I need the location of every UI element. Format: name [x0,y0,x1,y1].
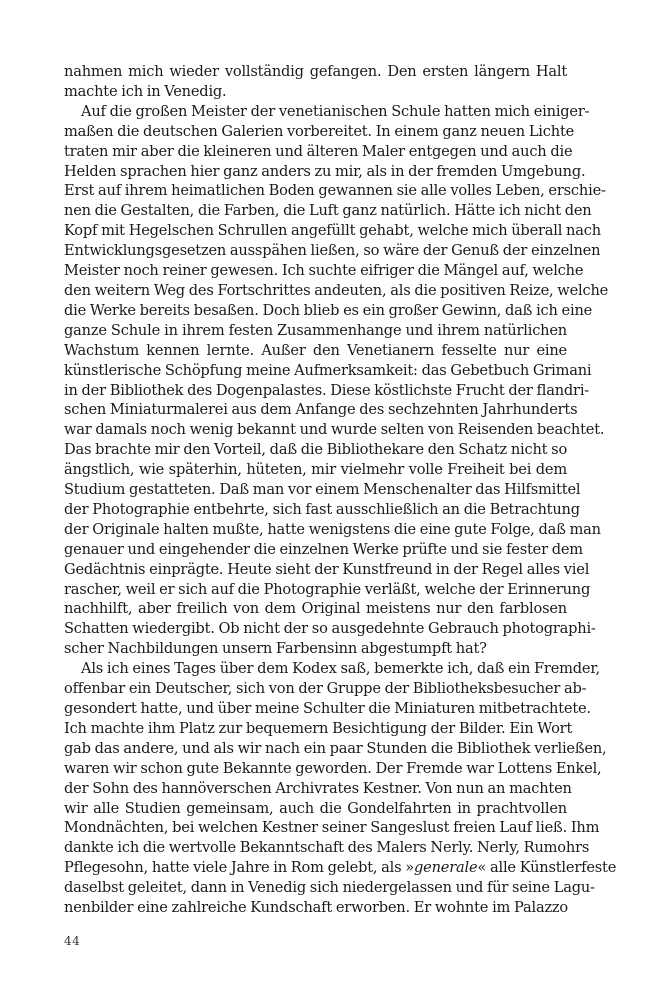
text-line: nachhilft, aber freilich von dem Original meistens nur den farblosen [64,600,567,618]
text-line: traten mir aber die kleineren und älteren Maler entgegen und auch die [64,142,573,160]
text-line: die Werke bereits besaßen. Doch blieb es ein großer Gewinn, daß ich eine [64,301,593,319]
text-line: Entwicklungsgesetzen ausspähen ließen, so wäre der Genuß der einzelnen [64,242,601,260]
text-line: Mondnächten, bei welchen Kestner seiner Sangeslust freien Lauf ließ. Ihm [64,819,600,837]
italic-term: generale [414,859,478,877]
text-line: nen die Gestalten, die Farben, die Luft ganz natürlich. Hätte ich nicht den [64,202,592,220]
text-line: ängstlich, wie späterhin, hüteten, mir vielmehr volle Freiheit bei dem [64,461,567,479]
text-line: Wachstum kennen lernte. Außer den Venetianern fesselte nur eine [64,341,567,359]
text-line: künstlerische Schöpfung meine Aufmerksamkeit: das Gebetbuch Grimani [64,361,592,379]
text-line: daselbst geleitet, dann in Venedig sich niedergelassen und für seine Lagu- [64,879,595,897]
text-line: scher Nachbildungen unsern Farbensinn abgestumpft hat? [64,640,487,658]
text-line: offenbar ein Deutscher, sich von der Gruppe der Bibliotheksbesucher ab- [64,680,587,698]
text-line: dankte ich die wertvolle Bekanntschaft des Malers Nerly. Nerly, Rumohrs [64,839,590,857]
text-line: gab das andere, und als wir nach ein paar Stunden die Bibliothek verließen, [64,739,607,757]
text-line: den weitern Weg des Fortschrittes andeuten, als die positiven Reize, welche [64,281,609,299]
text-line: Das brachte mir den Vorteil, daß die Bibliothekare den Schatz nicht so [64,441,568,459]
text-line: Studium gestatteten. Daß man vor einem Menschenalter das Hilfsmittel [64,481,581,499]
text-line: Kopf mit Hegelschen Schrullen angefüllt gehabt, welche mich überall nach [64,222,601,240]
text-line: Ich machte ihm Platz zur bequemern Besichtigung der Bilder. Ein Wort [64,719,573,737]
text-line: Schatten wiedergibt. Ob nicht der so ausgedehnte Gebrauch photographi- [64,620,596,638]
text-line: Gedächtnis einprägte. Heute sieht der Kunstfreund in der Regel alles viel [64,560,590,578]
text-line: in der Bibliothek des Dogenpalastes. Diese köstlichste Frucht der flandri- [64,381,590,399]
text-line [64,858,617,878]
text-line: war damals noch wenig bekannt und wurde selten von Reisenden beachtet. [64,421,605,439]
text-line: ganze Schule in ihrem festen Zusammenhange und ihrem natürlichen [64,321,567,339]
text-line: Erst auf ihrem heimatlichen Boden gewannen sie alle volles Leben, erschie- [64,182,606,200]
text-line: waren wir schon gute Bekannte geworden. Der Fremde war Lottens Enkel, [64,759,602,777]
text-line: Als ich eines Tages über dem Kodex saß, bemerkte ich, daß ein Fremder, [81,660,600,678]
text-line: nenbilder eine zahlreiche Kundschaft erworben. Er wohnte im Palazzo [64,899,569,917]
text-line: gesondert hatte, und über meine Schulter die Miniaturen mitbetrachtete. [64,700,591,717]
text-line: maßen die deutschen Galerien vorbereitet. In einem ganz neuen Lichte [64,122,575,140]
page-text-block [64,62,617,942]
text-segment: « alle Künstlerfeste [477,859,617,877]
text-segment: Pflegesohn, hatte viele Jahre in Rom gelebt, als » [64,859,415,877]
text-line: schen Miniaturmalerei aus dem Anfange des sechzehnten Jahrhunderts [64,401,578,419]
text-line: Helden sprachen hier ganz anders zu mir, als in der fremden Umgebung. [64,162,586,180]
text-line: Meister noch reiner gewesen. Ich suchte eifriger die Mängel auf, welche [64,262,584,280]
text-line: machte ich in Venedig. [64,82,227,100]
text-line: nahmen mich wieder vollständig gefangen. Den ersten längern Halt [64,63,567,80]
text-line: der Photographie entbehrte, sich fast ausschließlich an die Betrachtung [64,500,580,518]
text-line: der Originale halten mußte, hatte wenigstens die eine gute Folge, daß man [64,520,601,538]
text-line: Auf die großen Meister der venetianischen Schule hatten mich einiger- [81,102,590,120]
text-line: der Sohn des hannöverschen Archivrates Kestner. Von nun an machten [64,779,572,797]
text-line: rascher, weil er sich auf die Photographie verläßt, welche der Erinnerung [64,580,591,598]
text-line: genauer und eingehender die einzelnen Werke prüfte und sie fester dem [64,540,583,558]
text-line: wir alle Studien gemeinsam, auch die Gondelfahrten in prachtvollen [64,799,567,817]
page-number: 44 [64,934,81,948]
